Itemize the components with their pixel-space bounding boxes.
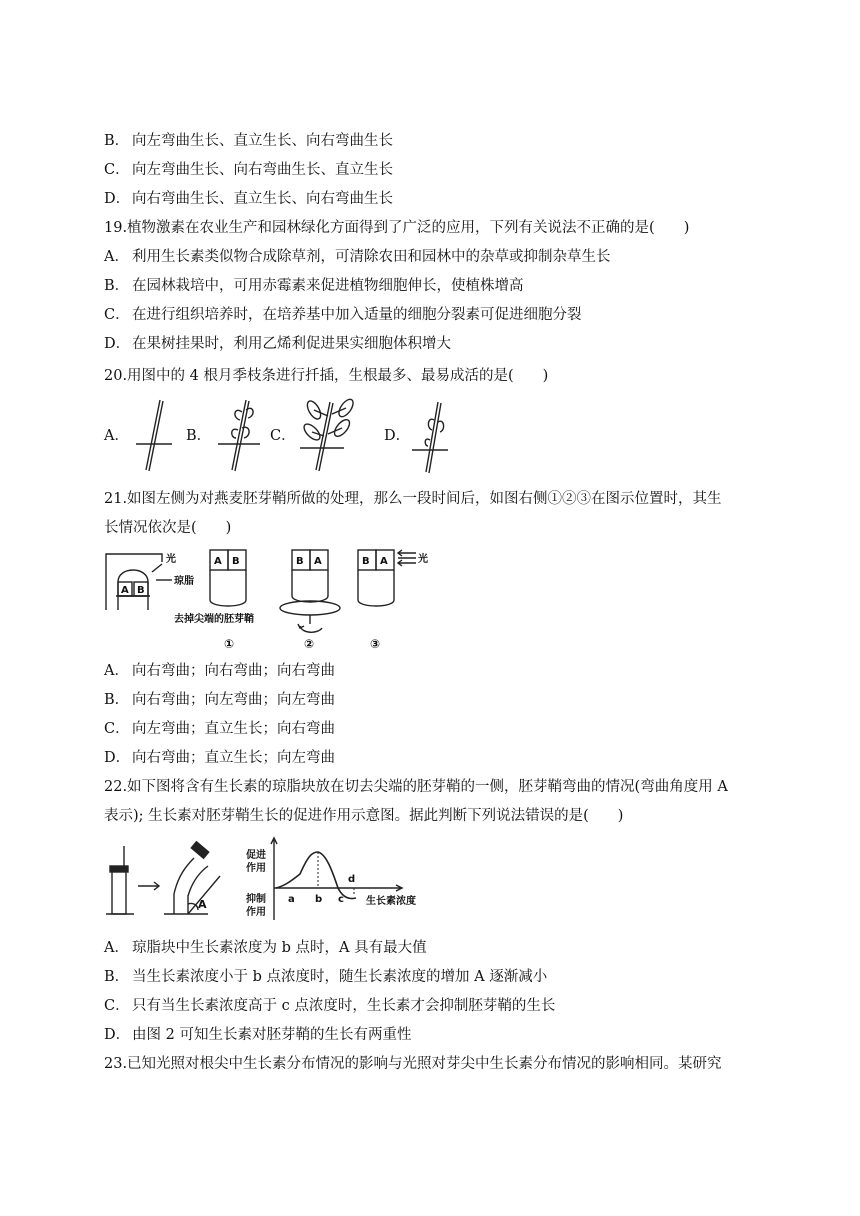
cutting-a-icon <box>136 400 172 471</box>
q21-block-b-label: B <box>137 585 145 596</box>
q21-coleoptile-figure <box>102 546 442 656</box>
q21-block-a-label: A <box>121 585 129 596</box>
q22-stem-line2: 表示); 生长素对胚芽鞘生长的促进作用示意图。据此判断下列说法错误的是( ) <box>104 808 624 824</box>
q18-option-c: C． 向左弯曲生长、向右弯曲生长、直立生长 <box>104 162 393 178</box>
q21-option-d: D． 向右弯曲；直立生长；向左弯曲 <box>104 750 335 766</box>
q21-option-a: A． 向右弯曲；向右弯曲；向右弯曲 <box>104 663 335 679</box>
q20-cuttings-figure <box>128 396 448 476</box>
q21-option-b: B． 向右弯曲；向左弯曲；向左弯曲 <box>104 692 335 708</box>
q20-label-a: A． <box>104 428 129 444</box>
q22-xlabel: 生长素浓度 <box>366 896 416 907</box>
cutting-b-icon <box>218 400 260 471</box>
q21-light-label: 光 <box>166 554 176 565</box>
q22-stem-line1: 22.如下图将含有生长素的琼脂块放在切去尖端的胚芽鞘的一侧，胚芽鞘弯曲的情况(弯曲角度用 A <box>104 779 728 795</box>
q19-stem: 19.植物激素在农业生产和园林绿化方面得到了广泛的应用，下列有关说法不正确的是( ) <box>104 220 690 236</box>
q23-stem-line1: 23.已知光照对根尖中生长素分布情况的影响与光照对芽尖中生长素分布情况的影响相同。某研究 <box>104 1056 722 1072</box>
q19-option-d: D． 在果树挂果时，利用乙烯利促进果实细胞体积增大 <box>104 336 451 352</box>
q21-num3: ③ <box>370 637 381 651</box>
q22-inhibit-label-2: 作用 <box>246 907 266 918</box>
q21-fig2-b: B <box>296 556 304 567</box>
q22-promote-label-1: 促进 <box>246 850 266 861</box>
q22-curve <box>276 852 356 899</box>
q21-fig3-a: A <box>380 556 388 567</box>
q21-fig3-b: B <box>362 556 370 567</box>
q22-angle-label: A <box>198 898 207 911</box>
q21-light3-label: 光 <box>418 554 428 565</box>
q20-label-d: D． <box>384 428 411 444</box>
q21-stem-line2: 长情况依次是( ) <box>104 520 232 536</box>
q20-label-b: B． <box>186 428 212 444</box>
q18-option-d: D． 向右弯曲生长、直立生长、向右弯曲生长 <box>104 191 393 207</box>
cutting-c-icon <box>300 397 356 471</box>
q22-inhibit-label-1: 抑制 <box>246 894 266 905</box>
q20-stem: 20.用图中的 4 根月季枝条进行扦插，生根最多、最易成活的是( ) <box>104 368 549 384</box>
q22-option-d: D． 由图 2 可知生长素对胚芽鞘的生长有两重性 <box>104 1027 412 1043</box>
q21-agar-label: 琼脂 <box>174 576 194 587</box>
q21-fig1-a: A <box>214 556 222 567</box>
q22-figure <box>104 836 434 922</box>
q20-label-c: C． <box>270 428 296 444</box>
q18-option-b: B． 向左弯曲生长、直立生长、向右弯曲生长 <box>104 133 393 149</box>
q21-caption: 去掉尖端的胚芽鞘 <box>174 614 254 625</box>
q21-fig1-b: B <box>232 556 240 567</box>
q21-num2: ② <box>304 637 315 651</box>
q22-point-a: a <box>288 894 295 905</box>
q21-stem-line1: 21.如图左侧为对燕麦胚芽鞘所做的处理，那么一段时间后，如图右侧①②③在图示位置时，其生 <box>104 491 722 507</box>
q19-option-b: B． 在园林栽培中，可用赤霉素来促进植物细胞伸长，使植株增高 <box>104 278 524 294</box>
q19-option-c: C． 在进行组织培养时，在培养基中加入适量的细胞分裂素可促进细胞分裂 <box>104 307 582 323</box>
q22-point-c: c <box>338 894 344 905</box>
q22-option-c: C． 只有当生长素浓度高于 c 点浓度时，生长素才会抑制胚芽鞘的生长 <box>104 998 556 1014</box>
q21-fig2-a: A <box>314 556 322 567</box>
q22-option-b: B． 当生长素浓度小于 b 点浓度时，随生长素浓度的增加 A 逐渐减小 <box>104 969 548 985</box>
cutting-d-icon <box>412 402 448 473</box>
q21-num1: ① <box>224 637 235 651</box>
q22-option-a: A． 琼脂块中生长素浓度为 b 点时，A 具有最大值 <box>104 940 427 956</box>
q22-promote-label-2: 作用 <box>246 863 266 874</box>
q21-option-c: C． 向左弯曲；直立生长；向右弯曲 <box>104 721 335 737</box>
q22-point-b: b <box>315 894 323 905</box>
q19-option-a: A． 利用生长素类似物合成除草剂，可清除农田和园林中的杂草或抑制杂草生长 <box>104 249 611 265</box>
q22-point-d: d <box>348 874 356 885</box>
